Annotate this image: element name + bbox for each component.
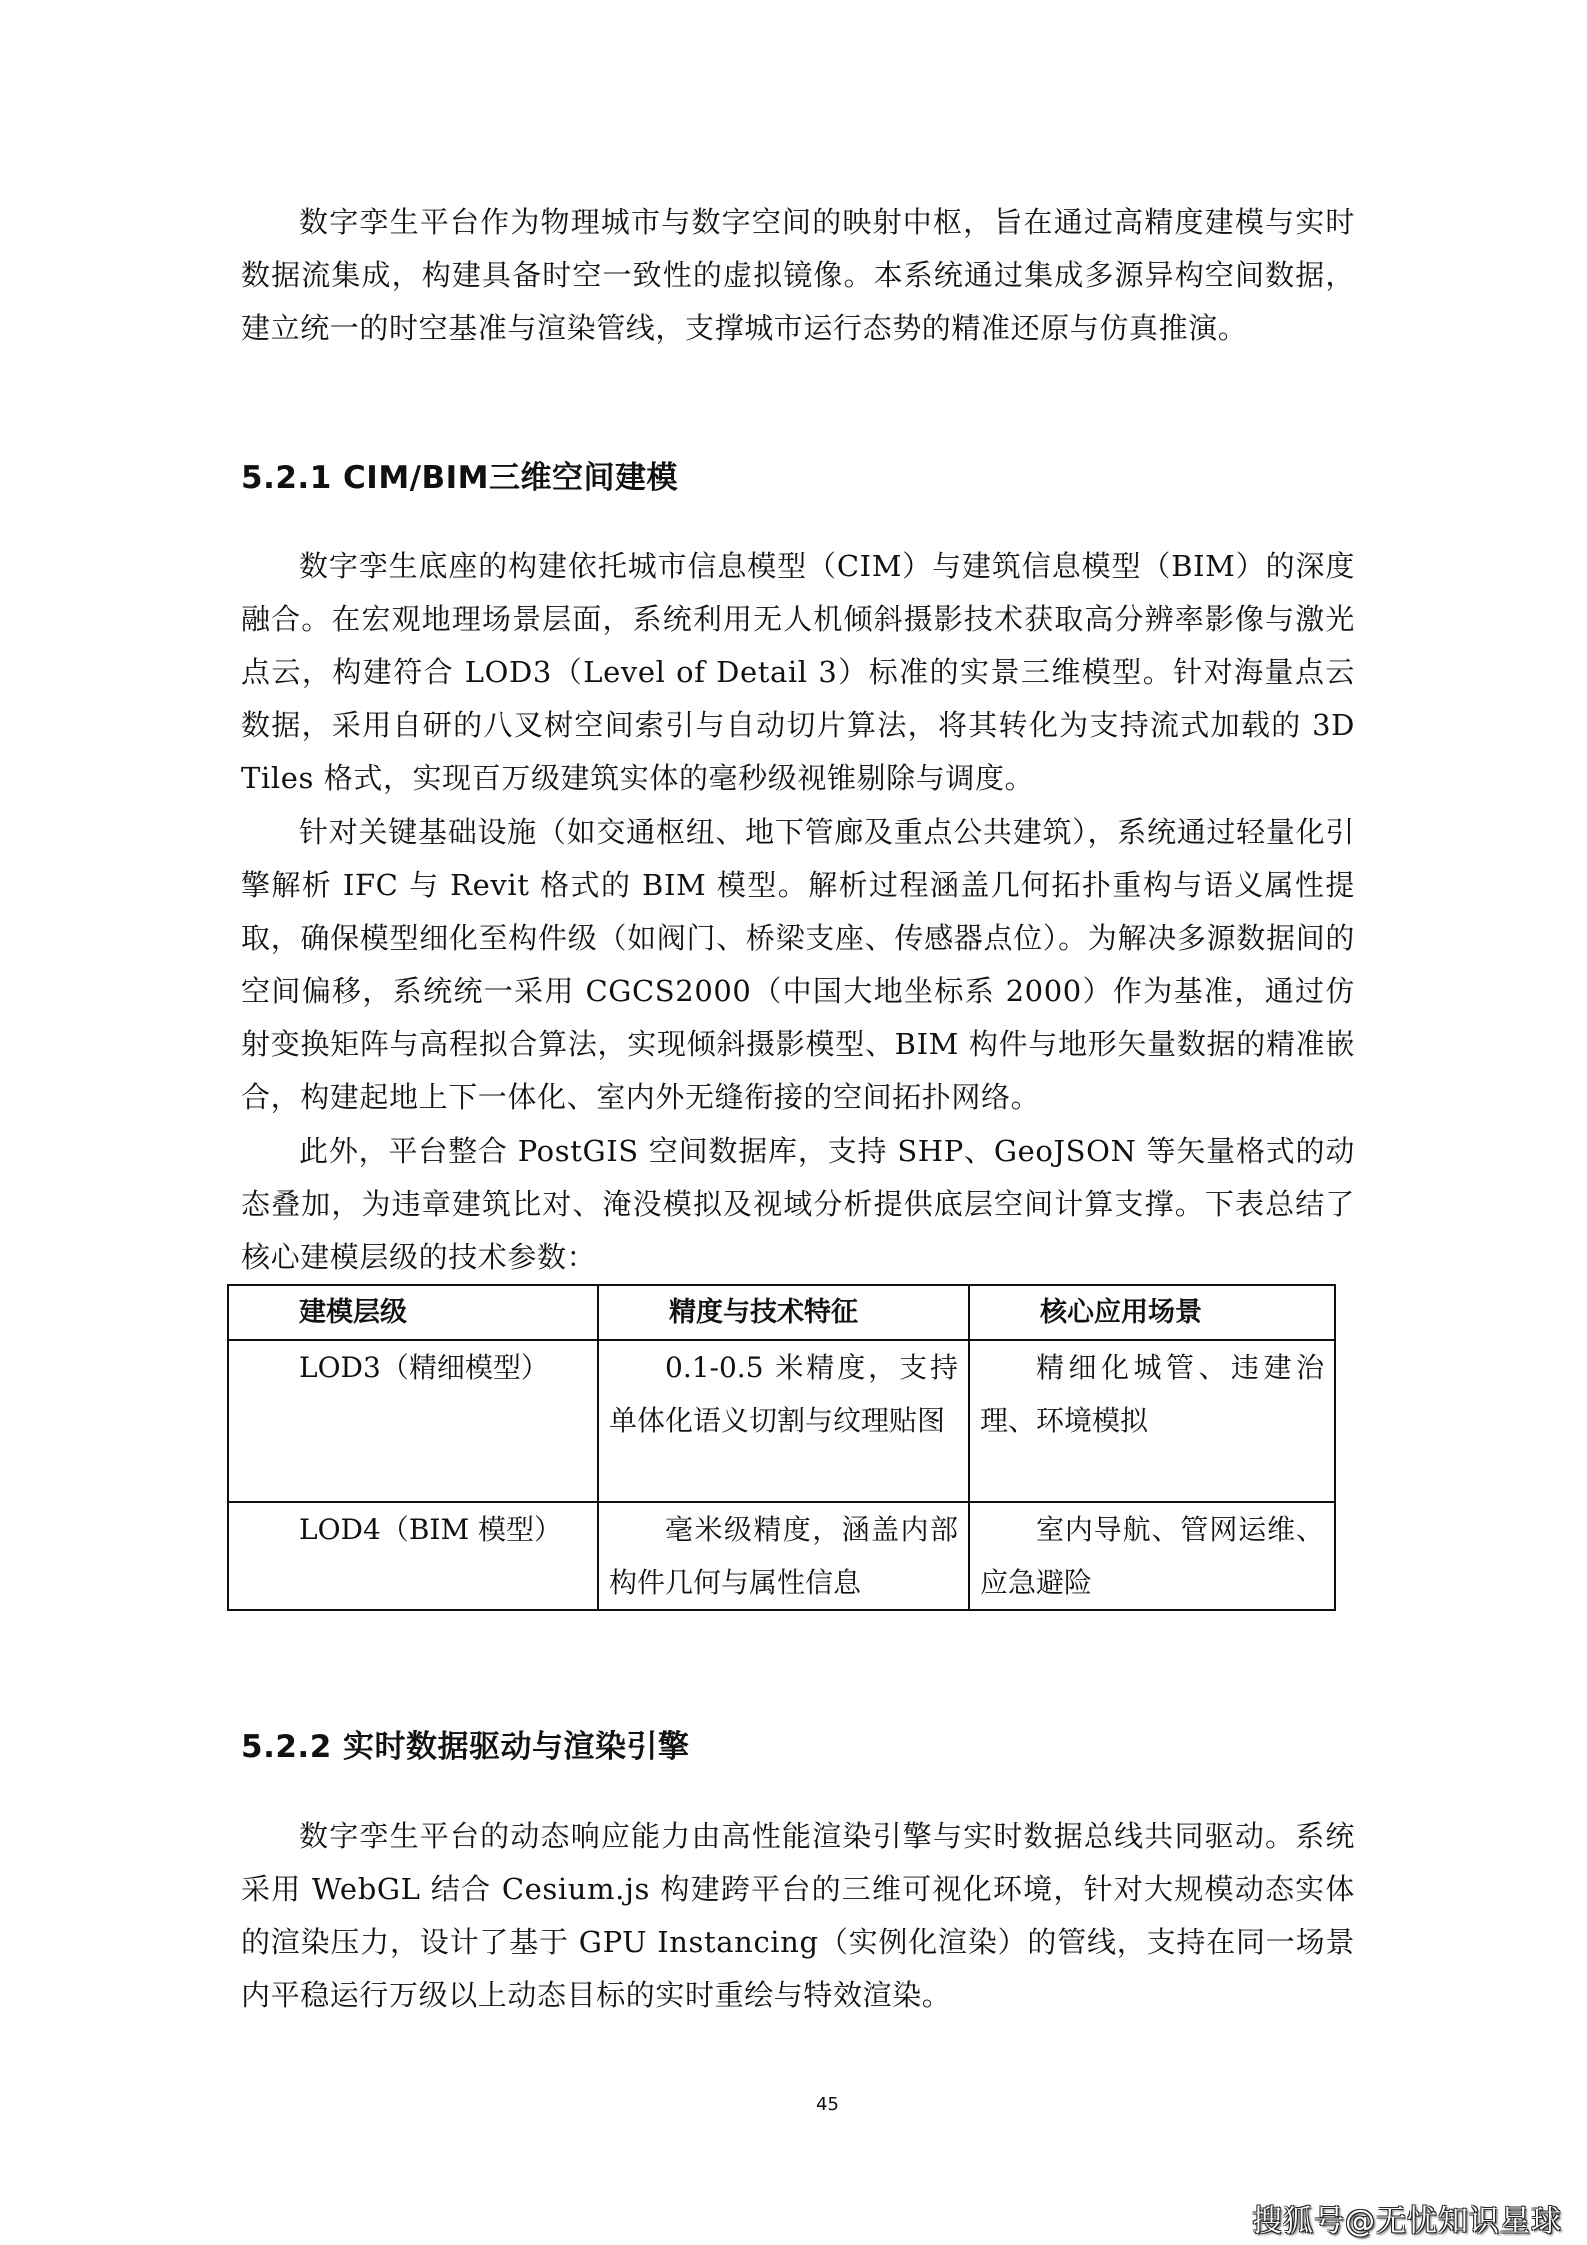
table-cell: LOD3（精细模型） bbox=[228, 1340, 598, 1502]
body-paragraph: 此外，平台整合 PostGIS 空间数据库，支持 SHP、GeoJSON 等矢量格式的动态叠加，为违章建筑比对、淹没模拟及视域分析提供底层空间计算支撑。下表总结了核心建模层级的技术参数： bbox=[241, 1134, 1355, 1274]
table-row bbox=[228, 1340, 1335, 1502]
body-paragraph: 针对关键基础设施（如交通枢纽、地下管廊及重点公共建筑），系统通过轻量化引擎解析 IFC 与 Revit 格式的 BIM 模型。解析过程涵盖几何拓扑重构与语义属性提取，确保模型细化至构件级（如阀门、桥梁支座、传感器点位）。为解决多源数据间的空间偏移，系统统一采用 CGCS2000（中国大地坐标系 2000）作为基准，通过仿射变换矩阵与高程拟合算法，实现倾斜摄影模型、BIM 构件与地形矢量数据的精准嵌合，构建起地上下一体化、室内外无缝衔接的空间拓扑网络。 bbox=[241, 815, 1355, 1114]
table-cell: 室内导航、管网运维、应急避险 bbox=[969, 1502, 1335, 1610]
page-number: 45 bbox=[816, 2094, 839, 2115]
table-header-cell: 核心应用场景 bbox=[969, 1285, 1335, 1340]
watermark: 搜狐号@无忧知识星球 bbox=[1252, 2204, 1562, 2239]
table-cell: 0.1-0.5 米精度，支持单体化语义切割与纹理贴图 bbox=[598, 1340, 969, 1502]
intro-paragraph: 数字孪生平台作为物理城市与数字空间的映射中枢，旨在通过高精度建模与实时数据流集成，构建具备时空一致性的虚拟镜像。本系统通过集成多源异构空间数据，建立统一的时空基准与渲染管线，支撑城市运行态势的精准还原与仿真推演。 bbox=[241, 205, 1355, 345]
section-heading-5-2-1: 5.2.1 CIM/BIM三维空间建模 bbox=[241, 460, 679, 496]
body-paragraph: 数字孪生底座的构建依托城市信息模型（CIM）与建筑信息模型（BIM）的深度融合。在宏观地理场景层面，系统利用无人机倾斜摄影技术获取高分辨率影像与激光点云，构建符合 LOD3（Level of Detail 3）标准的实景三维模型。针对海量点云数据，采用自研的八叉树空间索引与自动切片算法，将其转化为支持流式加载的 3D Tiles 格式，实现百万级建筑实体的毫秒级视锥剔除与调度。 bbox=[241, 549, 1355, 795]
section-heading-5-2-2: 5.2.2 实时数据驱动与渲染引擎 bbox=[241, 1729, 690, 1765]
table-header-row bbox=[228, 1285, 1335, 1340]
table-cell: 毫米级精度，涵盖内部构件几何与属性信息 bbox=[598, 1502, 969, 1610]
modeling-levels-table bbox=[227, 1284, 1336, 1611]
table-cell: LOD4（BIM 模型） bbox=[228, 1502, 598, 1610]
table-cell: 精细化城管、违建治理、环境模拟 bbox=[969, 1340, 1335, 1502]
table-header-cell: 精度与技术特征 bbox=[598, 1285, 969, 1340]
table-header-cell: 建模层级 bbox=[228, 1285, 598, 1340]
table-row bbox=[228, 1502, 1335, 1610]
body-paragraph: 数字孪生平台的动态响应能力由高性能渲染引擎与实时数据总线共同驱动。系统采用 WebGL 结合 Cesium.js 构建跨平台的三维可视化环境，针对大规模动态实体的渲染压力，设计了基于 GPU Instancing（实例化渲染）的管线，支持在同一场景内平稳运行万级以上动态目标的实时重绘与特效渲染。 bbox=[241, 1819, 1355, 2012]
